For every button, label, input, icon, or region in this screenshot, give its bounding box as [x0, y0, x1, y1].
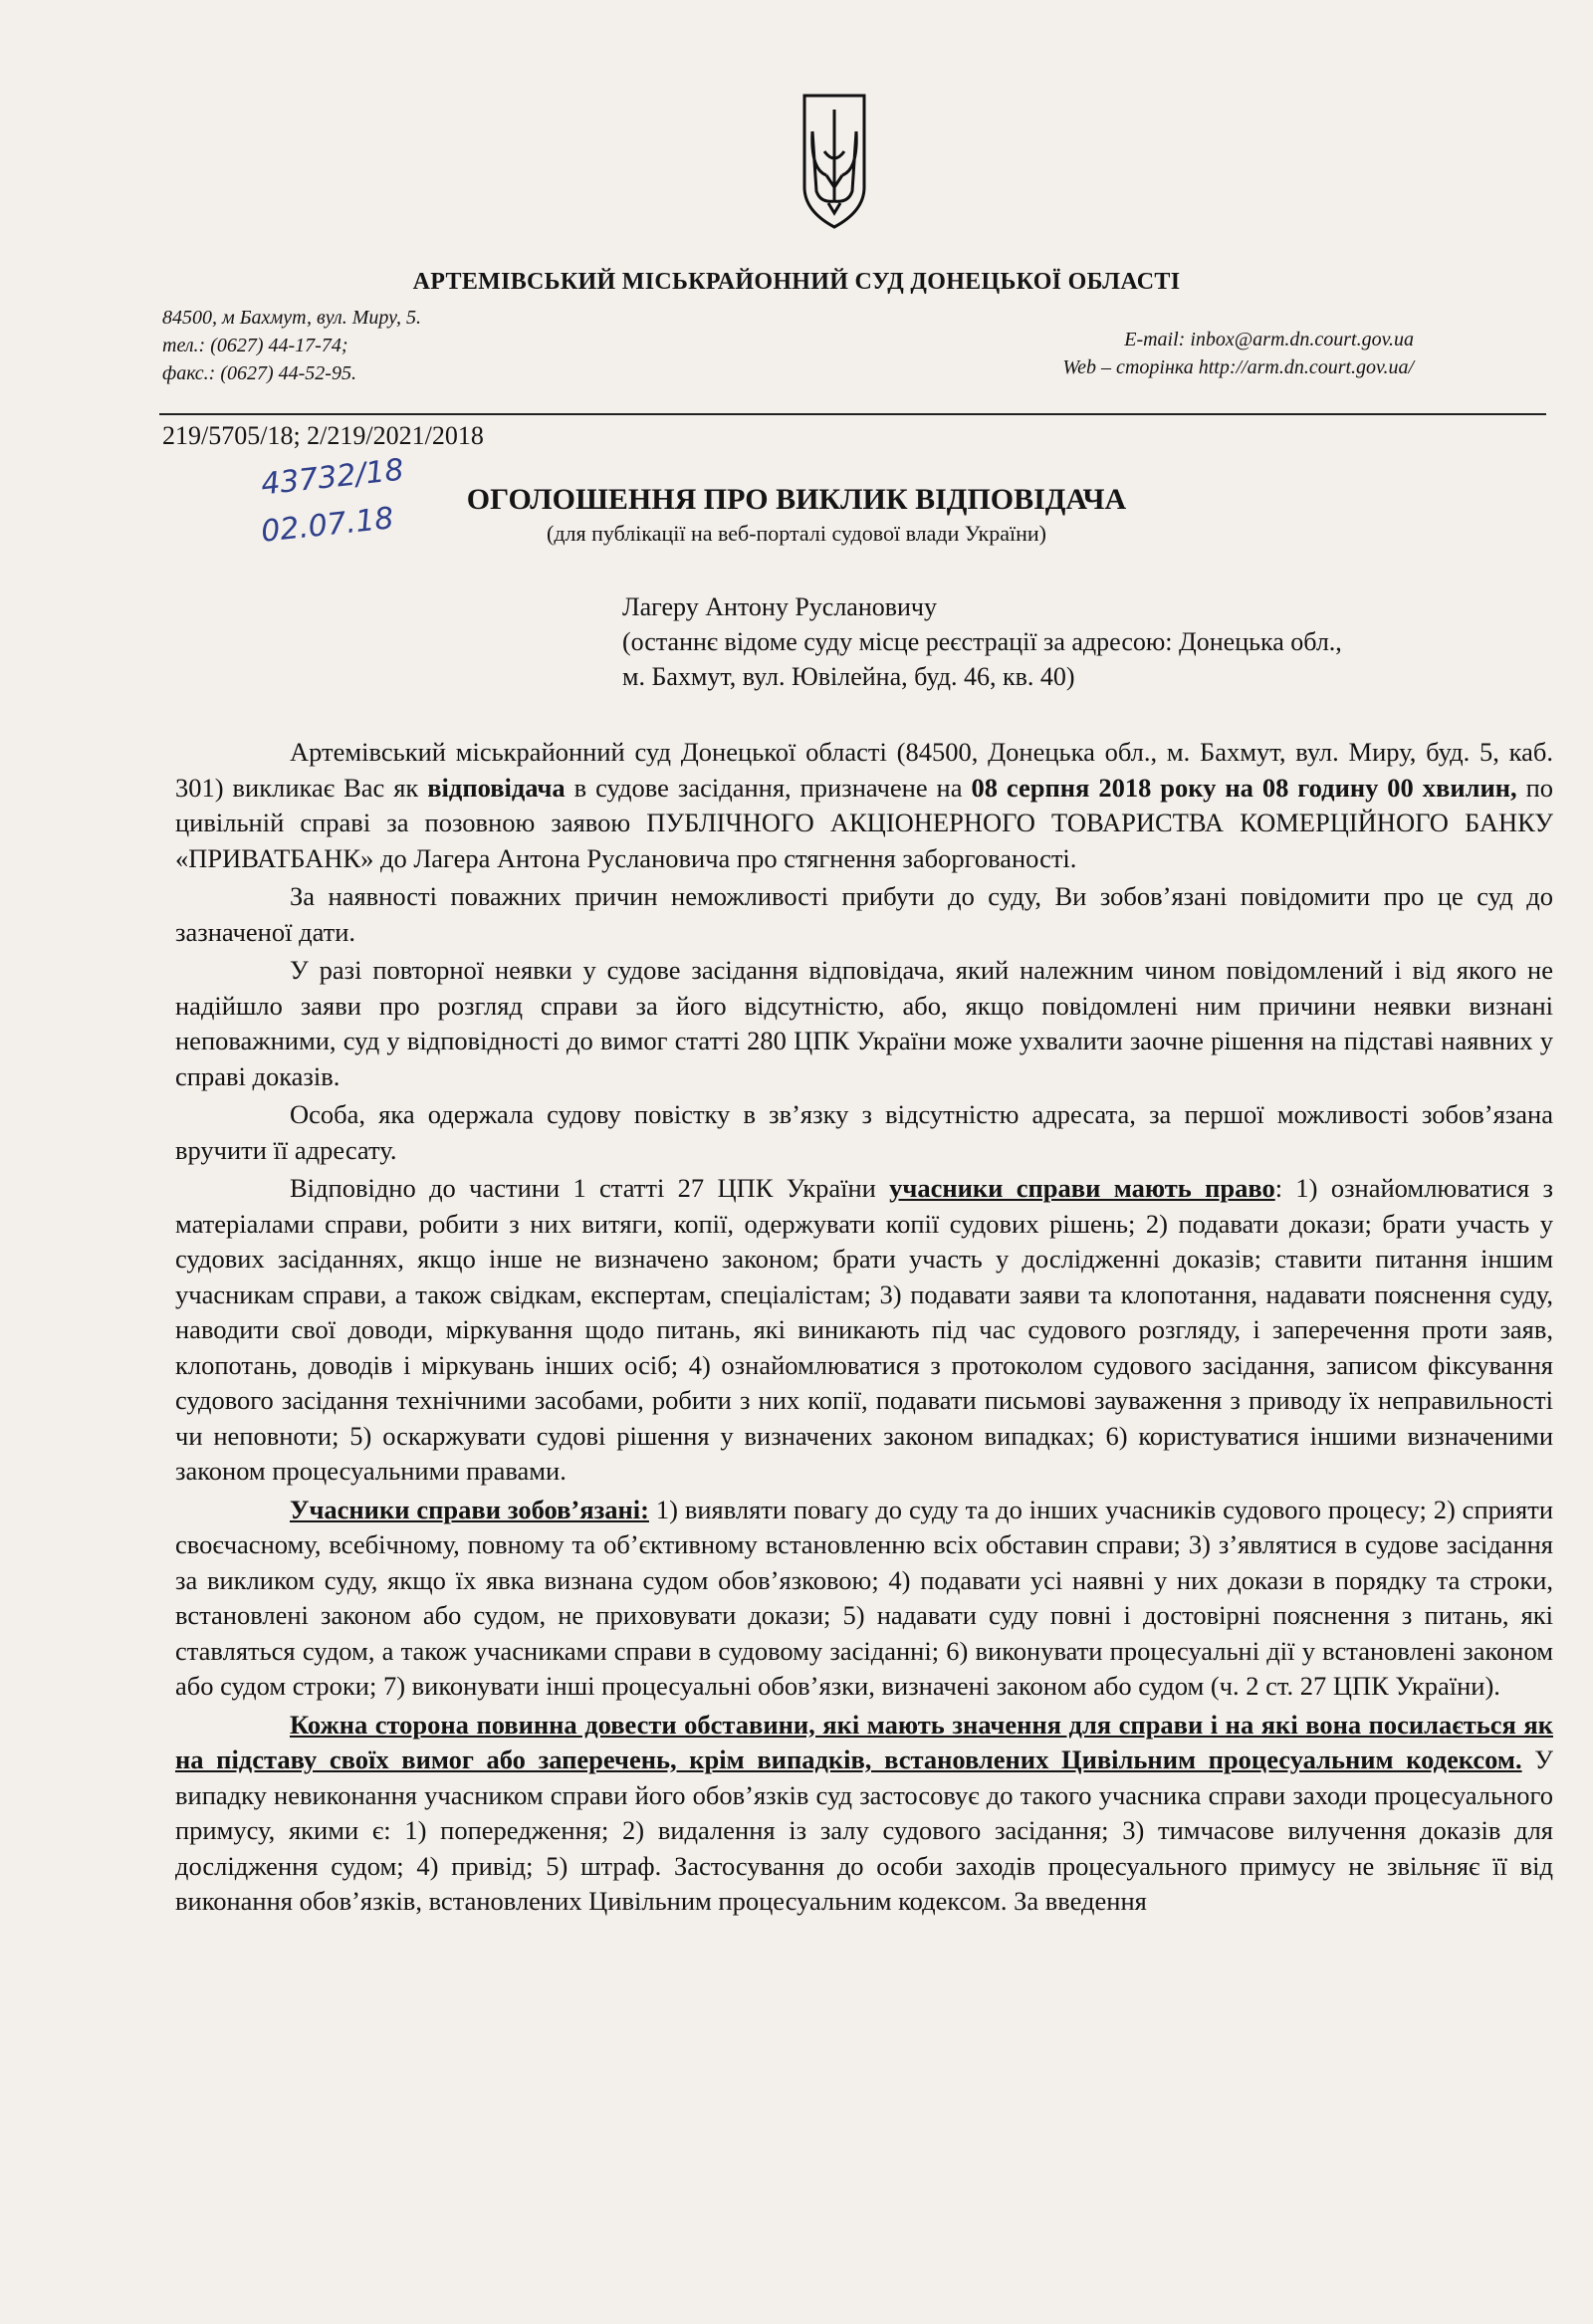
header-divider: [159, 413, 1546, 415]
case-numbers: 219/5705/18; 2/219/2021/2018: [162, 421, 484, 450]
notice-body: [175, 735, 1553, 1923]
document-subtitle: (для публікації на веб-порталі судової влади України): [547, 521, 1046, 546]
addressee-name: Лагеру Антону Руслановичу: [622, 592, 938, 621]
court-name: АРТЕМІВСЬКИЙ МІСЬКРАЙОННИЙ СУД ДОНЕЦЬКОЇ ОБЛАСТІ: [412, 269, 1181, 295]
obligations-heading: Учасники справи зобов’язані:: [290, 1494, 649, 1524]
court-email: E-mail: inbox@arm.dn.court.gov.ua: [1124, 329, 1414, 350]
paragraph-obligations: Учасники справи зобов’язані: 1) виявляти повагу до суду та до інших учасників судового процесу; 2) сприяти своєчасному, всебічному, повному та об’єктивному встановленню всіх обставин справи; 3) з’являтися в судове засідання за викликом суду, якщо їх явка визнана судом обов’язковою; 4) подавати усі наявні у них докази в порядку та строки, встановлені законом або судом, не приховувати докази; 5) надавати суду повні і достовірні пояснення з питань, які ставляться судом, а також учасниками справи в судовому засіданні; 6) виконувати процесуальні дії у встановлені законом або судом строки; 7) виконувати інші процесуальні обов’язки, визначені законом або судом (ч. 2 ст. 27 ЦПК України).: [175, 1494, 1554, 1701]
paragraph-summons: Артемівський міськрайонний суд Донецької області (84500, Донецька обл., м. Бахмут, вул. Миру, буд. 5, каб. 301) викликає Вас як відповідача в судове засідання, призначене на 08 серпня 2018 року на 08 годину 00 хвилин, по цивільній справі за позовною заявою ПУБЛІЧНОГО АКЦІОНЕРНОГО ТОВАРИСТВА КОМЕРЦІЙНОГО БАНКУ «ПРИВАТБАНК» до Лагера Антона Руслановича про стягнення заборгованості.: [175, 737, 1554, 873]
court-phone: тел.: (0627) 44-17-74;: [162, 335, 348, 356]
paragraph-notify-court: За наявності поважних причин неможливості прибути до суду, Ви зобов’язані повідомити про це суд до зазначеної дати.: [175, 881, 1553, 947]
court-address: 84500, м Бахмут, вул. Миру, 5.: [162, 307, 422, 329]
paragraph-burden-of-proof: Кожна сторона повинна довести обставини, які мають значення для справи і на які вона посилається як на підставу своїх вимог або заперечень, крім випадків, встановлених Цивільним процесуальним кодексом. У випадку невиконання учасником справи його обов’язків суд застосовує до такого учасника справи заходи процесуального примусу, якими є: 1) попередження; 2) видалення із залу судового засідання; 3) тимчасове вилучення доказів для дослідження судом; 4) привід; 5) штраф. Застосування до особи заходів процесуального примусу не звільняє її від виконання обов’язків, встановлених Цивільним процесуальним кодексом. За введення: [175, 1709, 1554, 1916]
paragraph-rights: Відповідно до частини 1 статті 27 ЦПК України учасники справи мають право: 1) ознайомлюватися з матеріалами справи, робити з них витяги, копії, одержувати копії судових рішень; 2) подавати докази; брати участь у судових засіданнях, якщо інше не визначено законом; брати участь у дослідженні доказів; ставити питання іншим учасникам справи, а також свідкам, експертам, спеціалістам; 3) подавати заяви та клопотання, надавати пояснення суду, наводити свої доводи, міркування щодо питань, які виникають під час судового розгляду, і заперечення проти заяв, клопотань, доводів і міркувань інших осіб; 4) ознайомлюватися з протоколом судового засідання, записом фіксування судового засідання технічними засобами, робити з них копії, подавати письмові зауваження з приводу їх неправильності чи неповноти; 5) оскаржувати судові рішення у визначених законом випадках; 6) користуватися іншими визначеними законом процесуальними правами.: [175, 1173, 1553, 1486]
hearing-datetime: 08 серпня 2018 року на 08 годину 00 хвилин,: [971, 772, 1517, 803]
contacts-left: [162, 304, 421, 387]
handwritten-registration-number: 43732/18: [259, 452, 406, 503]
addressee-address-line-1: (останнє відоме суду місце реєстрації за адресою: Донецька обл.,: [622, 627, 1342, 656]
burden-of-proof-heading: Кожна сторона повинна довести обставини, які мають значення для справи і на які вона посилається як на підставу своїх вимог або заперечень, крім випадків, встановлених Цивільним процесуальним кодексом.: [175, 1709, 1553, 1774]
handwritten-date: 02.07.18: [259, 501, 396, 550]
addressee-address-line-2: м. Бахмут, вул. Ювілейна, буд. 46, кв. 40): [622, 662, 1075, 691]
contacts-right: [1062, 326, 1414, 381]
role-defendant: відповідача: [427, 772, 566, 803]
paragraph-summons-delivery: Особа, яка одержала судову повістку в зв’язку з відсутністю адресата, за першої можливості зобов’язана вручити її адресату.: [175, 1099, 1553, 1165]
paragraph-default-judgment: У разі повторної неявки у судове засідання відповідача, який належним чином повідомлений і від якого не надійшло заяви про розгляд справи за його відсутністю, або, якщо повідомлені ним причини неявки визнані неповажними, суд у відповідності до вимог статті 280 ЦПК України може ухвалити заочне рішення на підставі наявних у справі доказів.: [175, 955, 1553, 1091]
document-title: ОГОЛОШЕННЯ ПРО ВИКЛИК ВІДПОВІДАЧА: [466, 483, 1127, 516]
court-fax: факс.: (0627) 44-52-95.: [162, 362, 356, 384]
court-web: Web – сторінка http://arm.dn.court.gov.ua/: [1062, 356, 1414, 378]
trident-emblem-icon: [798, 92, 870, 231]
addressee-block: [622, 589, 1342, 694]
rights-heading: учасники справи мають право: [889, 1173, 1275, 1203]
